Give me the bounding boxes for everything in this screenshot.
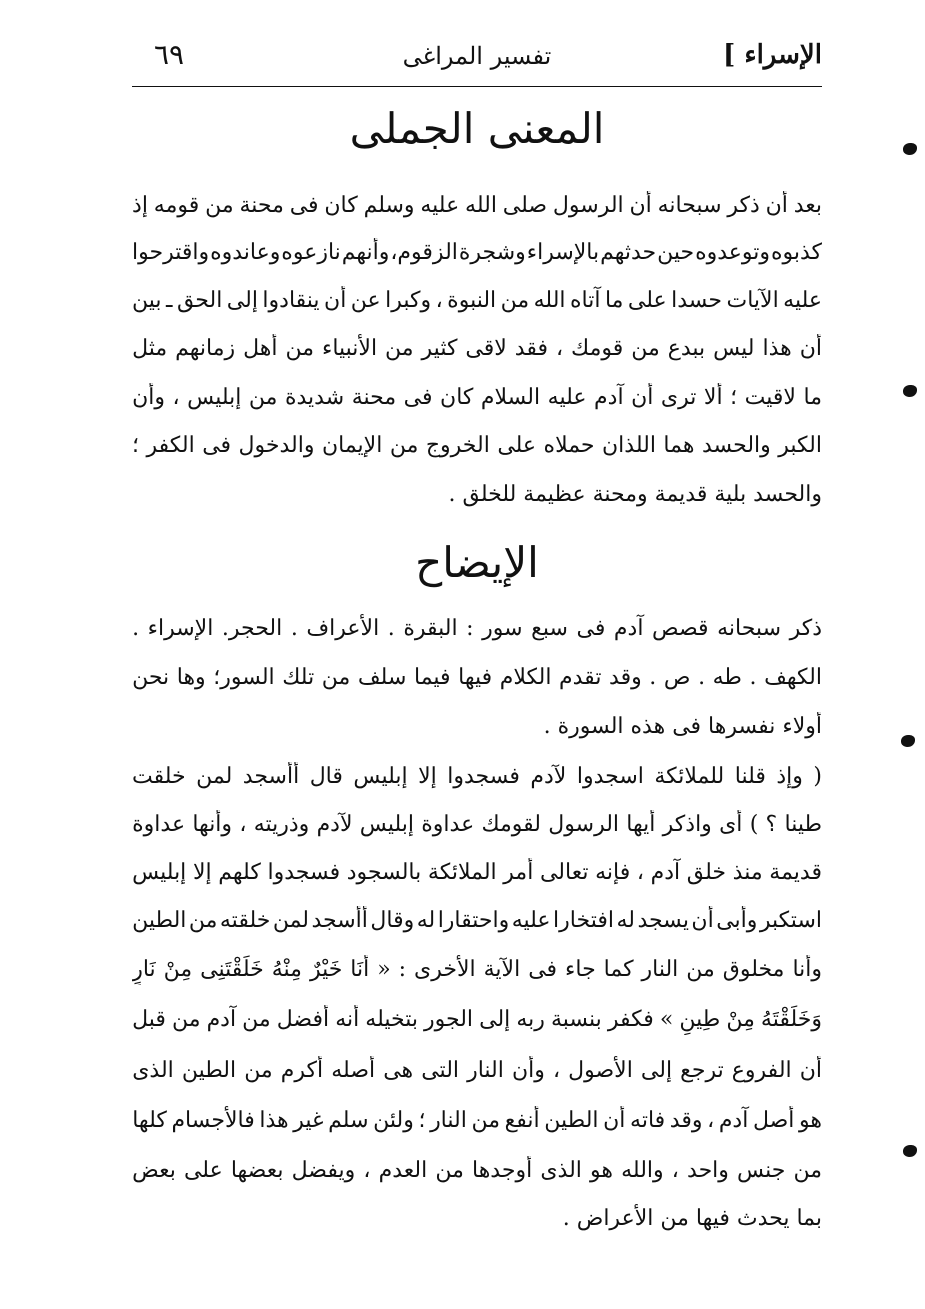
book-title: تفسير المراغى: [402, 42, 552, 70]
scan-speck: [903, 143, 917, 155]
explanation-line: أولاء نفسرها فى هذه السورة .: [543, 714, 822, 739]
explanation-line: قديمة منذ خلق آدم ، فإنه تعالى أمر الملائكة بالسجود فسجدوا كلهم إلا إبليس: [132, 860, 822, 885]
summary-line: الكبر والحسد هما اللذان حملاه على الخروج من الإيمان والدخول فى الكفر ؛: [132, 433, 822, 458]
section-heading-explanation: الإيضاح: [415, 538, 539, 587]
surah-name: الإسراء ]: [723, 40, 822, 70]
explanation-line: ذكر سبحانه قصص آدم فى سبع سور : البقرة . الأعراف . الحجر. الإسراء .: [132, 616, 822, 641]
explanation-line: بما يحدث فيها من الأعراض .: [562, 1206, 822, 1231]
summary-line: والحسد بلية قديمة ومحنة عظيمة للخلق .: [448, 482, 822, 507]
summary-line: بعد أن ذكر سبحانه أن الرسول صلى الله عليه وسلم كان فى محنة من قومه إذ: [132, 193, 822, 218]
explanation-line: أن الفروع ترجع إلى الأصول ، وأن النار التى هى أصله أكرم من الطين الذى: [132, 1058, 822, 1083]
explanation-line: وأنا مخلوق من النار كما جاء فى الآية الأخرى : « أَنَا خَيْرٌ مِنْهُ خَلَقْتَنِى مِنْ نَارٍ: [132, 957, 822, 982]
scan-speck: [903, 385, 917, 397]
scan-speck: [903, 1145, 917, 1157]
section-heading-summary: المعنى الجملى: [349, 104, 605, 153]
header-rule: [132, 86, 822, 87]
summary-line: أن هذا ليس ببدع من قومك ، فقد لاقى كثير من الأنبياء من أهل زمانهم مثل: [132, 336, 822, 361]
explanation-line: طينا ؟ ) أى واذكر أيها الرسول لقومك عداوة إبليس لآدم وذريته ، وأنها عداوة: [132, 812, 822, 837]
page-number: ٦٩: [154, 38, 185, 71]
summary-line: ما لاقيت ؛ ألا ترى أن آدم عليه السلام كان فى محنة شديدة من إبليس ، وأن: [132, 385, 822, 410]
explanation-line: استكبر وأبى أن يسجد له افتخارا عليه واحتقارا له وقال أأسجد لمن خلقته من الطين: [132, 908, 822, 933]
explanation-line: ( وإذ قلنا للملائكة اسجدوا لآدم فسجدوا إلا إبليس قال أأسجد لمن خلقت: [132, 764, 822, 789]
explanation-line: من جنس واحد ، والله هو الذى أوجدها من العدم ، ويفضل بعضها على بعض: [132, 1158, 822, 1183]
summary-line: عليه الآيات حسدا على ما آتاه الله من النبوة ، وكبرا عن أن ينقادوا إلى الحق ـ بين: [132, 288, 822, 313]
explanation-line: وَخَلَقْتَهُ مِنْ طِينٍ » فكفر بنسبة ربه إلى الجور بتخيله أنه أفضل من آدم من قبل: [132, 1007, 822, 1032]
summary-line: كذبوه وتوعدوه حين حدثهم بالإسراء وشجرة الزقوم، وأنهم نازعوه وعاندوه واقترحوا: [132, 240, 822, 265]
running-header: [132, 34, 822, 86]
scan-speck: [901, 735, 915, 747]
explanation-line: هو أصل آدم ، وقد فاته أن الطين أنفع من النار ؛ ولئن سلم غير هذا فالأجسام كلها: [132, 1108, 822, 1133]
explanation-line: الكهف . طه . ص . وقد تقدم الكلام فيها فيما سلف من تلك السور؛ وها نحن: [132, 665, 822, 690]
